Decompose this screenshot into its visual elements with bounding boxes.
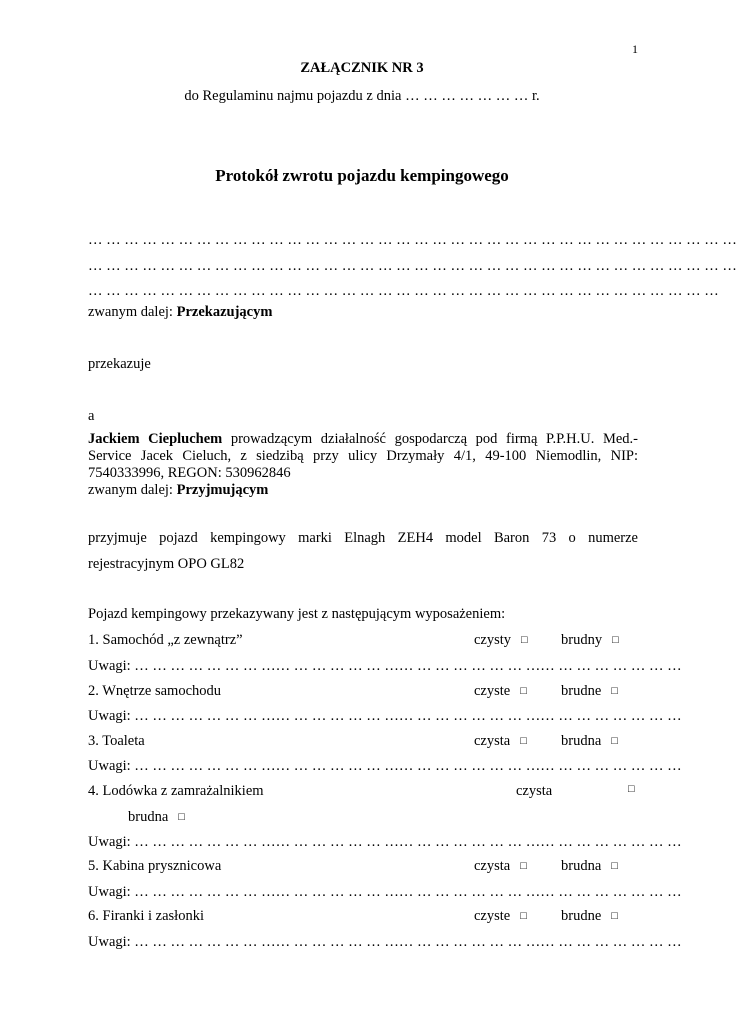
option-dirty[interactable] xyxy=(561,908,618,925)
option-clean[interactable] xyxy=(474,908,527,925)
item-label: 5. Kabina prysznicowa xyxy=(88,858,222,874)
checkbox-icon[interactable]: □ xyxy=(612,634,619,646)
option-dirty[interactable] xyxy=(561,733,618,750)
przekazujacy-label: Przekazującym xyxy=(176,304,273,320)
checkbox-icon[interactable]: □ xyxy=(611,860,618,872)
option-clean-label: czyste xyxy=(474,908,511,924)
item-label: 6. Firanki i zasłonki xyxy=(88,908,204,924)
vehicle-text-2: rejestracyjnym OPO GL82 xyxy=(88,556,245,572)
option-dirty-label: brudna xyxy=(561,858,602,874)
checkbox-icon[interactable]: □ xyxy=(520,735,527,747)
checkbox-icon[interactable]: □ xyxy=(611,910,618,922)
option-clean[interactable] xyxy=(474,683,527,700)
checkbox-icon[interactable]: □ xyxy=(611,735,618,747)
option-dirty-label: brudna xyxy=(128,809,169,825)
option-dirty[interactable] xyxy=(561,683,618,700)
option-dirty[interactable] xyxy=(128,809,185,826)
blank-line: … … … … … … … … … … … … … … … … … … … … … … … … … … … … … … … … … … … xyxy=(88,283,719,299)
equipment-intro: Pojazd kempingowy przekazywany jest z następującym wyposażeniem: xyxy=(88,606,506,622)
notes-line: Uwagi: … … … … … … … …… … … … … … …… … … … … … … …… … … … … … … … xyxy=(88,934,682,950)
option-dirty[interactable] xyxy=(561,858,618,875)
blank-line: … … … … … … … … … … … … … … … … … … … … … … … … … … … … … … … … … … … … xyxy=(88,258,737,274)
notes-line: Uwagi: … … … … … … … …… … … … … … …… … … … … … … …… … … … … … … … xyxy=(88,708,682,724)
item-label: 3. Toaleta xyxy=(88,733,145,749)
option-dirty-label: brudne xyxy=(561,683,602,699)
option-clean-label: czysta xyxy=(474,733,511,749)
option-clean-label: czysty xyxy=(474,632,512,648)
option-clean-label: czyste xyxy=(474,683,511,699)
checkbox-icon[interactable]: □ xyxy=(520,860,527,872)
document-title: Protokół zwrotu pojazdu kempingowego xyxy=(215,166,509,185)
option-dirty-label: brudne xyxy=(561,908,602,924)
przyjmujacy-paragraph xyxy=(88,431,638,482)
notes-line: Uwagi: … … … … … … … …… … … … … … …… … … … … … … …… … … … … … … … xyxy=(88,758,682,774)
checkbox-icon[interactable]: □ xyxy=(611,685,618,697)
przyjmujacy-prefix: zwanym dalej: xyxy=(88,482,177,498)
item-label: 2. Wnętrze samochodu xyxy=(88,683,222,699)
option-clean[interactable] xyxy=(474,733,527,750)
option-clean-label: czysta xyxy=(516,783,553,799)
option-clean-label: czysta xyxy=(474,858,511,874)
checkbox-icon[interactable]: □ xyxy=(178,811,185,823)
przyjmujacy-name: Jackiem Ciepluchem xyxy=(88,431,223,447)
notes-line: Uwagi: … … … … … … … …… … … … … … …… … … … … … … …… … … … … … … … xyxy=(88,834,682,850)
checkbox-icon[interactable]: □ xyxy=(521,634,528,646)
option-dirty-label: brudna xyxy=(561,733,602,749)
przekazuje-text: przekazuje xyxy=(88,356,151,372)
vehicle-text: przyjmuje pojazd kempingowy marki Elnagh ZEH4 model Baron 73 o numerze xyxy=(88,530,638,546)
notes-line: Uwagi: … … … … … … … …… … … … … … …… … … … … … … …… … … … … … … … xyxy=(88,884,682,900)
checkbox-icon[interactable]: □ xyxy=(520,685,527,697)
item-label: 1. Samochód „z zewnątrz” xyxy=(88,632,243,648)
option-clean[interactable] xyxy=(474,858,527,875)
przyjmujacy-label: Przyjmującym xyxy=(176,482,269,498)
option-dirty-label: brudny xyxy=(561,632,603,648)
attachment-subtitle: do Regulaminu najmu pojazdu z dnia … … … … … … … r. xyxy=(184,88,540,104)
item-label: 4. Lodówka z zamrażalnikiem xyxy=(88,783,264,799)
blank-line: … … … … … … … … … … … … … … … … … … … … … … … … … … … … … … … … … … … … xyxy=(88,232,737,248)
przekazujacy-prefix: zwanym dalej: xyxy=(88,304,177,320)
attachment-title: ZAŁĄCZNIK NR 3 xyxy=(300,60,424,76)
przyjmujacy-details: prowadzącym działalność gospodarczą pod firmą P.P.H.U. Med.-Service Jacek Cieluch, z siedzibą przy ulicy Drzymały 4/1, 49-100 Niemodlin, NIP: 7540333996, REGON: 530962846 xyxy=(88,431,638,481)
checkbox-icon[interactable]: □ xyxy=(520,910,527,922)
przyjmujacy-line xyxy=(88,482,268,499)
option-clean[interactable] xyxy=(474,632,528,649)
przekazujacy-line xyxy=(88,304,272,321)
checkbox-icon[interactable]: □ xyxy=(628,783,635,795)
page-number: 1 xyxy=(632,42,638,56)
option-dirty[interactable] xyxy=(561,632,619,649)
conjunction-a: a xyxy=(88,408,95,424)
notes-line: Uwagi: … … … … … … … …… … … … … … …… … … … … … … …… … … … … … … … xyxy=(88,658,682,674)
